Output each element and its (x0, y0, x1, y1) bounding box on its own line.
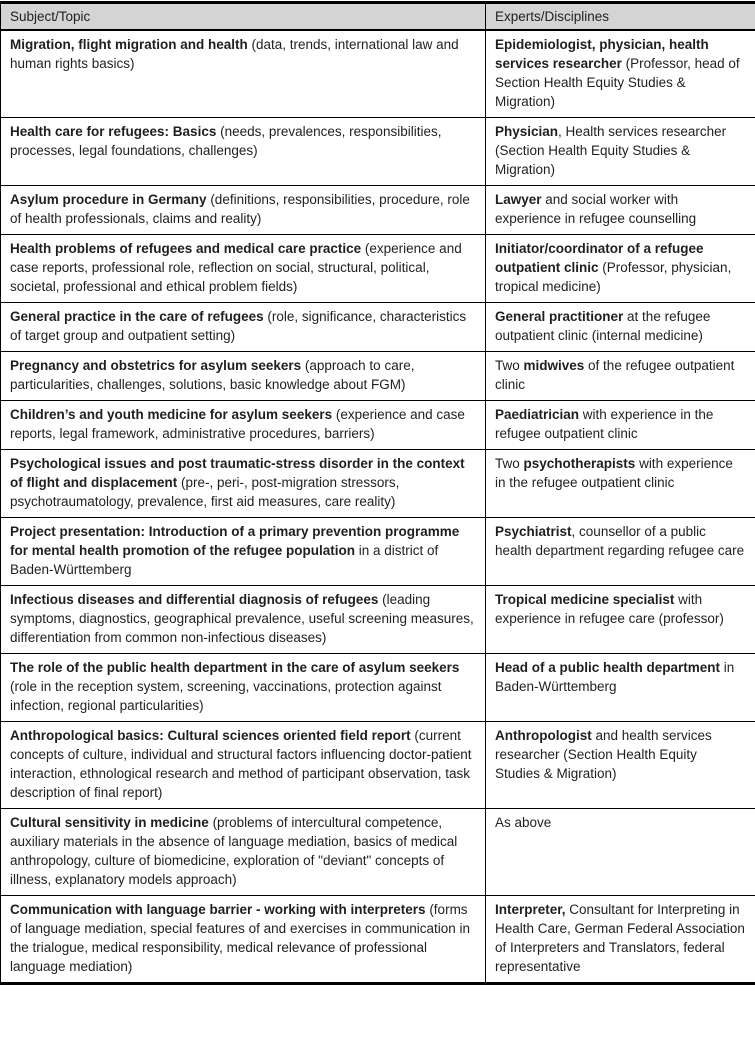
experts-cell (486, 722, 755, 809)
subject-title: Anthropological basics: Cultural sciences oriented field report (10, 728, 411, 743)
experts-detail: , Health services researcher (Section Health Equity Studies & Migration) (495, 124, 727, 177)
subject-cell (1, 518, 486, 586)
table-row (1, 722, 755, 809)
experts-prefix: As above (495, 815, 552, 830)
table-row (1, 518, 755, 586)
subject-title: Project presentation: Introduction of a primary prevention programme for mental health promotion of the refugee population (10, 524, 460, 558)
subject-cell (1, 586, 486, 654)
subject-detail: (approach to care, particularities, challenges, solutions, basic knowledge about FGM) (10, 358, 415, 392)
experts-role: Paediatrician (495, 407, 580, 422)
subject-detail: (pre-, peri-, post-migration stressors, psychotraumatology, prevalence, first aid measures, care reality) (10, 475, 400, 509)
experts-role: Interpreter, (495, 902, 566, 917)
table-row (1, 654, 755, 722)
experts-prefix: Two (495, 456, 524, 471)
table-row (1, 352, 755, 401)
experts-cell (486, 450, 755, 518)
subject-cell (1, 118, 486, 186)
subject-cell (1, 896, 486, 984)
experts-cell (486, 186, 755, 235)
experts-role: Head of a public health department (495, 660, 721, 675)
table-row (1, 809, 755, 896)
experts-role: Initiator/coordinator of a refugee outpatient clinic (495, 241, 704, 275)
table-row (1, 401, 755, 450)
experts-detail: with experience in the refugee outpatient clinic (495, 407, 714, 441)
subject-title: The role of the public health department in the care of asylum seekers (10, 660, 460, 675)
subject-title: Migration, flight migration and health (10, 37, 248, 52)
subject-cell (1, 401, 486, 450)
experts-role: Lawyer (495, 192, 542, 207)
table-row (1, 303, 755, 352)
table-row (1, 586, 755, 654)
experts-detail: in Baden-Württemberg (495, 660, 735, 694)
experts-detail: , counsellor of a public health department regarding refugee care (495, 524, 745, 558)
subject-detail: (leading symptoms, diagnostics, geographical prevalence, useful screening measures, differentiation from common non-infectious diseases) (10, 592, 474, 645)
subject-cell (1, 809, 486, 896)
experts-role: General practitioner (495, 309, 624, 324)
experts-cell (486, 118, 755, 186)
subject-cell (1, 654, 486, 722)
experts-detail: and social worker with experience in refugee counselling (495, 192, 697, 226)
subject-detail: (role in the reception system, screening, vaccinations, protection against infection, regional particularities) (10, 679, 442, 713)
experts-role: Physician (495, 124, 559, 139)
experts-cell (486, 30, 755, 118)
experts-cell (486, 518, 755, 586)
subject-detail: (role, significance, characteristics of target group and outpatient setting) (10, 309, 467, 343)
subject-title: Psychological issues and post traumatic-stress disorder in the context of flight and displacement (10, 456, 465, 490)
table-row (1, 450, 755, 518)
experts-detail: with experience in the refugee outpatient clinic (495, 456, 733, 490)
subject-cell (1, 722, 486, 809)
experts-role: midwives (523, 358, 585, 373)
table-body (1, 30, 755, 984)
subject-detail: in a district of Baden-Württemberg (10, 543, 439, 577)
subject-cell (1, 450, 486, 518)
subject-cell (1, 186, 486, 235)
subject-cell (1, 303, 486, 352)
subject-title: Pregnancy and obstetrics for asylum seekers (10, 358, 302, 373)
subject-title: Health care for refugees: Basics (10, 124, 217, 139)
curriculum-table (0, 1, 755, 985)
subject-title: Communication with language barrier - working with interpreters (10, 902, 426, 917)
experts-role: Tropical medicine specialist (495, 592, 675, 607)
experts-role: Epidemiologist, physician, health services researcher (495, 37, 709, 71)
table-row (1, 186, 755, 235)
experts-detail: (Professor, physician, tropical medicine) (495, 260, 732, 294)
experts-detail: at the refugee outpatient clinic (internal medicine) (495, 309, 711, 343)
table-header (1, 3, 755, 31)
subject-title: Health problems of refugees and medical care practice (10, 241, 362, 256)
subject-title: Infectious diseases and differential diagnosis of refugees (10, 592, 379, 607)
subject-detail: (experience and case reports, professional role, reflection on social, structural, political, societal, professional and ethical problem fields) (10, 241, 462, 294)
experts-cell (486, 809, 755, 896)
experts-detail: with experience in refugee care (professor) (495, 592, 724, 626)
subject-detail: (current concepts of culture, individual and structural factors influencing doctor-patient interaction, ethnological research and method of participant observation, task description of final report) (10, 728, 472, 800)
table-row (1, 118, 755, 186)
experts-detail: of the refugee outpatient clinic (495, 358, 735, 392)
experts-detail: Consultant for Interpreting in Health Care, German Federal Association of Interpreters and Translators, federal representative (495, 902, 745, 974)
subject-detail: (problems of intercultural competence, auxiliary materials in the absence of language mediation, basics of medical anthropology, culture of biomedicine, exploration of "deviant" concepts of illness, explanatory models approach) (10, 815, 458, 887)
experts-cell (486, 235, 755, 303)
header-experts-disciplines: Experts/Disciplines (486, 3, 755, 31)
subject-detail: (experience and case reports, legal framework, administrative procedures, barriers) (10, 407, 465, 441)
subject-detail: (needs, prevalences, responsibilities, processes, legal foundations, challenges) (10, 124, 442, 158)
table-row (1, 30, 755, 118)
header-subject-topic: Subject/Topic (1, 3, 486, 31)
subject-title: General practice in the care of refugees (10, 309, 264, 324)
subject-title: Cultural sensitivity in medicine (10, 815, 209, 830)
subject-cell (1, 235, 486, 303)
table-row (1, 235, 755, 303)
experts-cell (486, 401, 755, 450)
subject-title: Asylum procedure in Germany (10, 192, 207, 207)
experts-role: psychotherapists (523, 456, 636, 471)
experts-cell (486, 586, 755, 654)
experts-detail: and health services researcher (Section Health Equity Studies & Migration) (495, 728, 712, 781)
subject-detail: (data, trends, international law and human rights basics) (10, 37, 459, 71)
experts-cell (486, 654, 755, 722)
experts-cell (486, 896, 755, 984)
table-row (1, 896, 755, 984)
experts-role: Anthropologist (495, 728, 592, 743)
experts-cell (486, 303, 755, 352)
experts-cell (486, 352, 755, 401)
experts-detail: (Professor, head of Section Health Equity Studies & Migration) (495, 56, 740, 109)
experts-prefix: Two (495, 358, 524, 373)
header-row (1, 3, 755, 31)
subject-cell (1, 30, 486, 118)
subject-detail: (forms of language mediation, special features of and exercises in communication in the trialogue, medical responsibility, medical relevance of professional language mediation) (10, 902, 471, 974)
subject-title: Children’s and youth medicine for asylum seekers (10, 407, 333, 422)
subject-detail: (definitions, responsibilities, procedure, role of health professionals, claims and reality) (10, 192, 470, 226)
experts-role: Psychiatrist (495, 524, 572, 539)
subject-cell (1, 352, 486, 401)
